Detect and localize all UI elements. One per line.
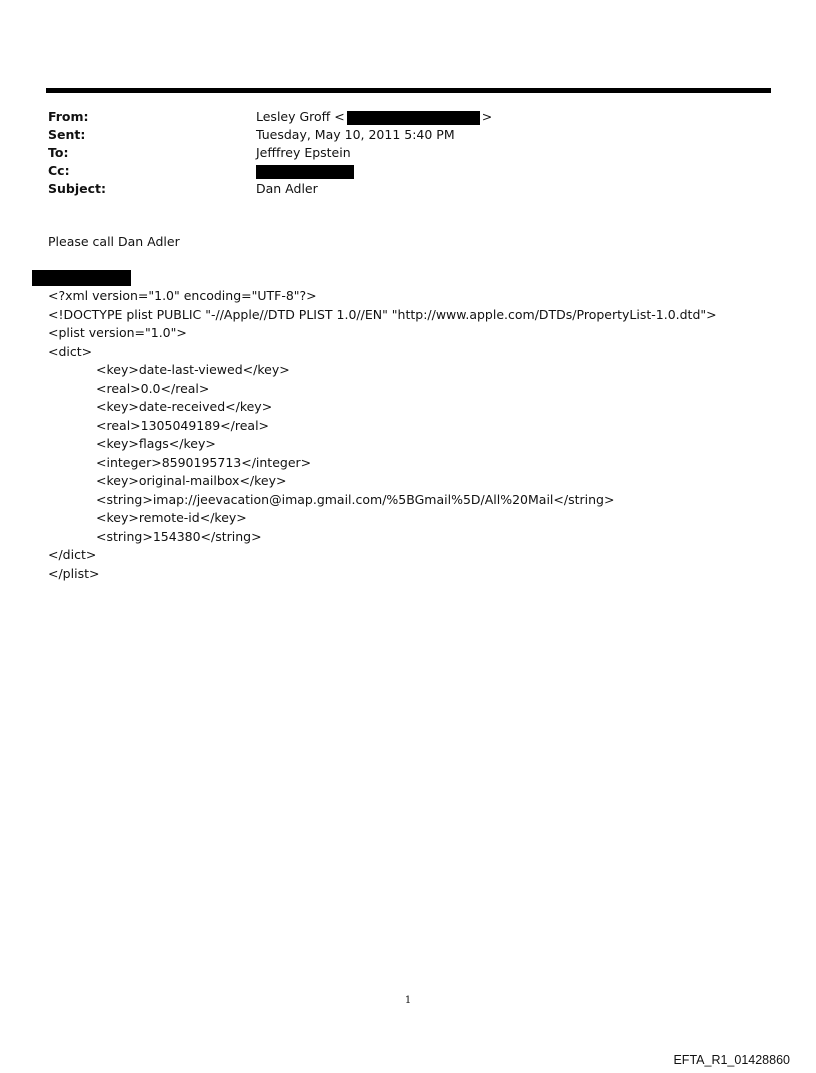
- sent-row: [48, 126, 748, 144]
- sent-value: Tuesday, May 10, 2011 5:40 PM: [256, 127, 455, 142]
- plist-line: <dict>: [48, 343, 93, 359]
- from-close-bracket: >: [481, 109, 493, 124]
- subject-label: Subject:: [48, 181, 106, 196]
- header-rule: [46, 88, 771, 93]
- redacted-cc-block: [256, 165, 354, 179]
- plist-line: <real>0.0</real>: [96, 380, 210, 396]
- bates-number: EFTA_R1_01428860: [673, 1053, 790, 1067]
- plist-line: <integer>8590195713</integer>: [96, 454, 312, 470]
- plist-line: </dict>: [48, 547, 97, 562]
- plist-line: <real>1305049189</real>: [96, 417, 270, 433]
- plist-line: <string>154380</string>: [96, 528, 262, 544]
- from-row: [48, 108, 748, 126]
- redacted-email-block: [347, 111, 480, 125]
- from-name: Lesley Groff: [256, 109, 331, 124]
- subject-value: Dan Adler: [256, 181, 318, 196]
- to-label: To:: [48, 145, 69, 160]
- plist-line: <!DOCTYPE plist PUBLIC "-//Apple//DTD PLIST 1.0//EN" "http://www.apple.com/DTDs/PropertyList-1.0.dtd">: [48, 306, 717, 322]
- cc-row: [48, 162, 748, 180]
- email-body: Please call Dan Adler: [48, 234, 180, 249]
- sent-label: Sent:: [48, 127, 86, 142]
- plist-line: <key>remote-id</key>: [96, 510, 247, 525]
- plist-line: <?xml version="1.0" encoding="UTF-8"?>: [48, 288, 317, 303]
- from-open-bracket: <: [334, 109, 345, 124]
- to-row: [48, 144, 748, 162]
- from-value: [256, 108, 492, 126]
- subject-row: [48, 180, 748, 198]
- plist-line: <key>date-received</key>: [96, 399, 273, 414]
- to-value: Jefffrey Epstein: [256, 145, 351, 160]
- plist-line: <string>imap://jeevacation@imap.gmail.com/%5BGmail%5D/All%20Mail</string>: [96, 491, 615, 507]
- plist-line: <plist version="1.0">: [48, 325, 187, 340]
- redacted-block: [32, 270, 131, 286]
- cc-value: [256, 162, 354, 180]
- cc-label: Cc:: [48, 163, 70, 178]
- plist-line: <key>flags</key>: [96, 436, 216, 451]
- plist-line: <key>original-mailbox</key>: [96, 473, 287, 488]
- from-label: From:: [48, 109, 89, 124]
- plist-line: <key>date-last-viewed</key>: [96, 362, 290, 377]
- plist-block: [48, 287, 788, 583]
- page-number: 1: [404, 995, 412, 1006]
- plist-line: </plist>: [48, 565, 100, 581]
